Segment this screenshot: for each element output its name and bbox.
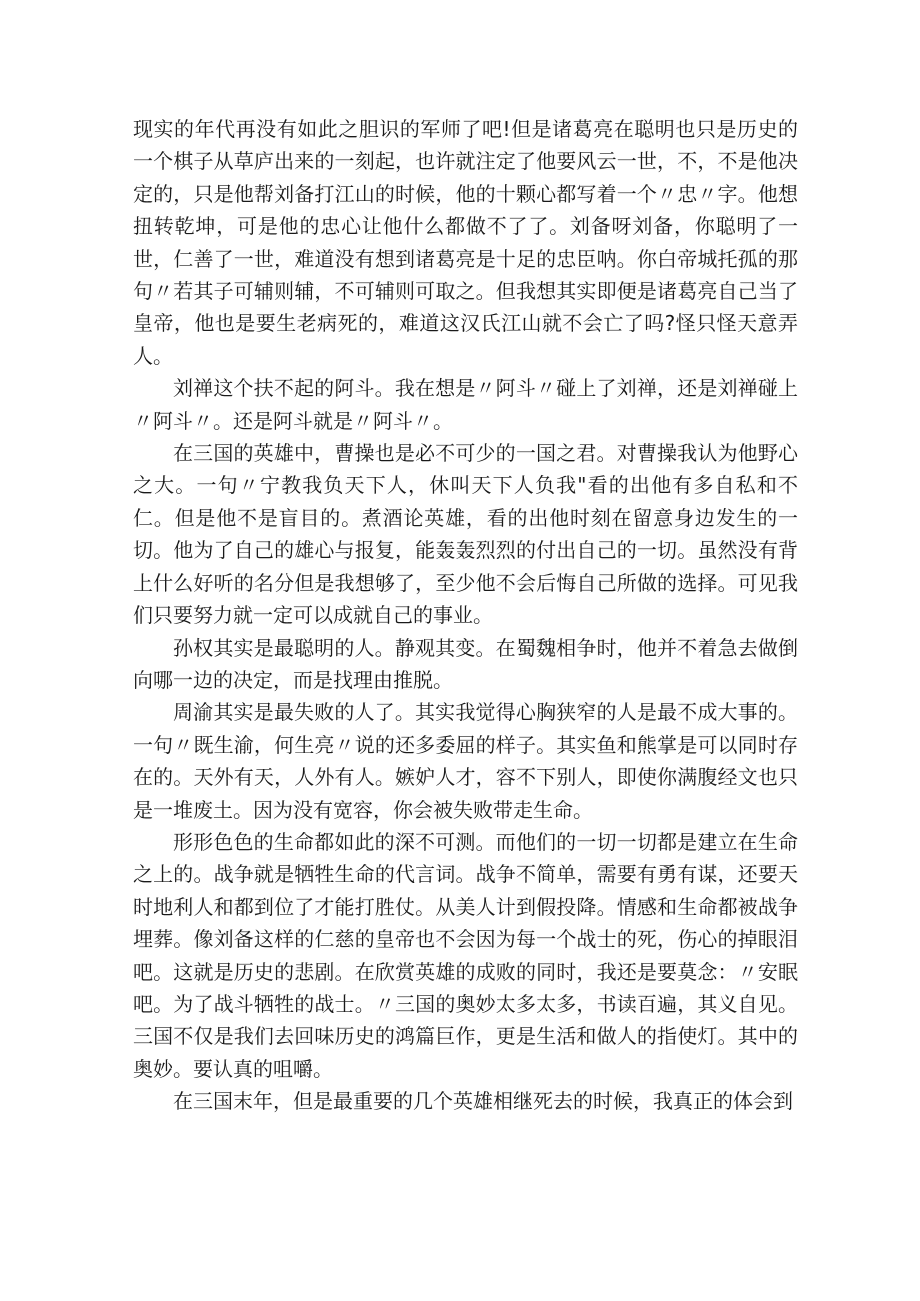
paragraph-late-three-kingdoms: 在三国末年，但是最重要的几个英雄相继死去的时候，我真正的体会到 — [173, 1089, 793, 1114]
paragraph-war-and-life: 形形色色的生命都如此的深不可测。而他们的一切一切都是建立在生命之上的。战争就是牺牲生命的代言词。战争不简单，需要有勇有谋，还要天时地利人和都到位了才能打胜仗。从美人计到假投降。情感和生命都被战争埋葬。像刘备这样的仁慈的皇帝也不会因为每一个战士的死，伤心的掉眼泪吧。这就是历史的悲剧。在欣赏英雄的成败的同时，我还是要莫念：〃安眠吧。为了战斗牺牲的战士。〃三国的奥妙太多太多，书读百遍，其义自见。三国不仅是我们去回味历史的鸿篇巨作，更是生活和做人的指使灯。其中的奥妙。要认真的咀嚼。 — [133, 829, 798, 1081]
essay-body — [133, 113, 798, 1118]
paragraph-liu-shan: 刘禅这个扶不起的阿斗。我在想是〃阿斗〃碰上了刘禅，还是刘禅碰上〃阿斗〃。还是阿斗就是〃阿斗〃。 — [133, 376, 798, 433]
paragraph-zhou-yu: 周渝其实是最失败的人了。其实我觉得心胸狭窄的人是最不成大事的。一句〃既生渝，何生亮〃说的还多委屈的样子。其实鱼和熊掌是可以同时存在的。天外有天，人外有人。嫉妒人才，容不下别人，即使你满腹经文也只是一堆废土。因为没有宽容，你会被失败带走生命。 — [133, 700, 798, 822]
paragraph-zhuge-liang: 现实的年代再没有如此之胆识的军师了吧!但是诸葛亮在聪明也只是历史的一个棋子从草庐出来的一刻起，也许就注定了他要风云一世，不，不是他决定的，只是他帮刘备打江山的时候，他的十颗心都写着一个〃忠〃字。他想扭转乾坤，可是他的忠心让他什么都做不了了。刘备呀刘备，你聪明了一世，仁善了一世，难道没有想到诸葛亮是十足的忠臣呐。你白帝城托孤的那句〃若其子可辅则辅，不可辅则可取之。但我想其实即便是诸葛亮自己当了皇帝，他也是要生老病死的，难道这汉氏江山就不会亡了吗?怪只怪天意弄人。 — [133, 117, 798, 368]
paragraph-cao-cao: 在三国的英雄中，曹操也是必不可少的一国之君。对曹操我认为他野心之大。一句〃宁教我负天下人，休叫天下人负我"看的出他有多自私和不仁。但是他不是盲目的。煮酒论英雄，看的出他时刻在留意身边发生的一切。他为了自己的雄心与报复，能轰轰烈烈的付出自己的一切。虽然没有背上什么好听的名分但是我想够了，至少他不会后悔自己所做的选择。可见我们只要努力就一定可以成就自己的事业。 — [133, 441, 798, 628]
paragraph-sun-quan: 孙权其实是最聪明的人。静观其变。在蜀魏相争时，他并不着急去做倒向哪一边的决定，而是找理由推脱。 — [133, 635, 798, 692]
